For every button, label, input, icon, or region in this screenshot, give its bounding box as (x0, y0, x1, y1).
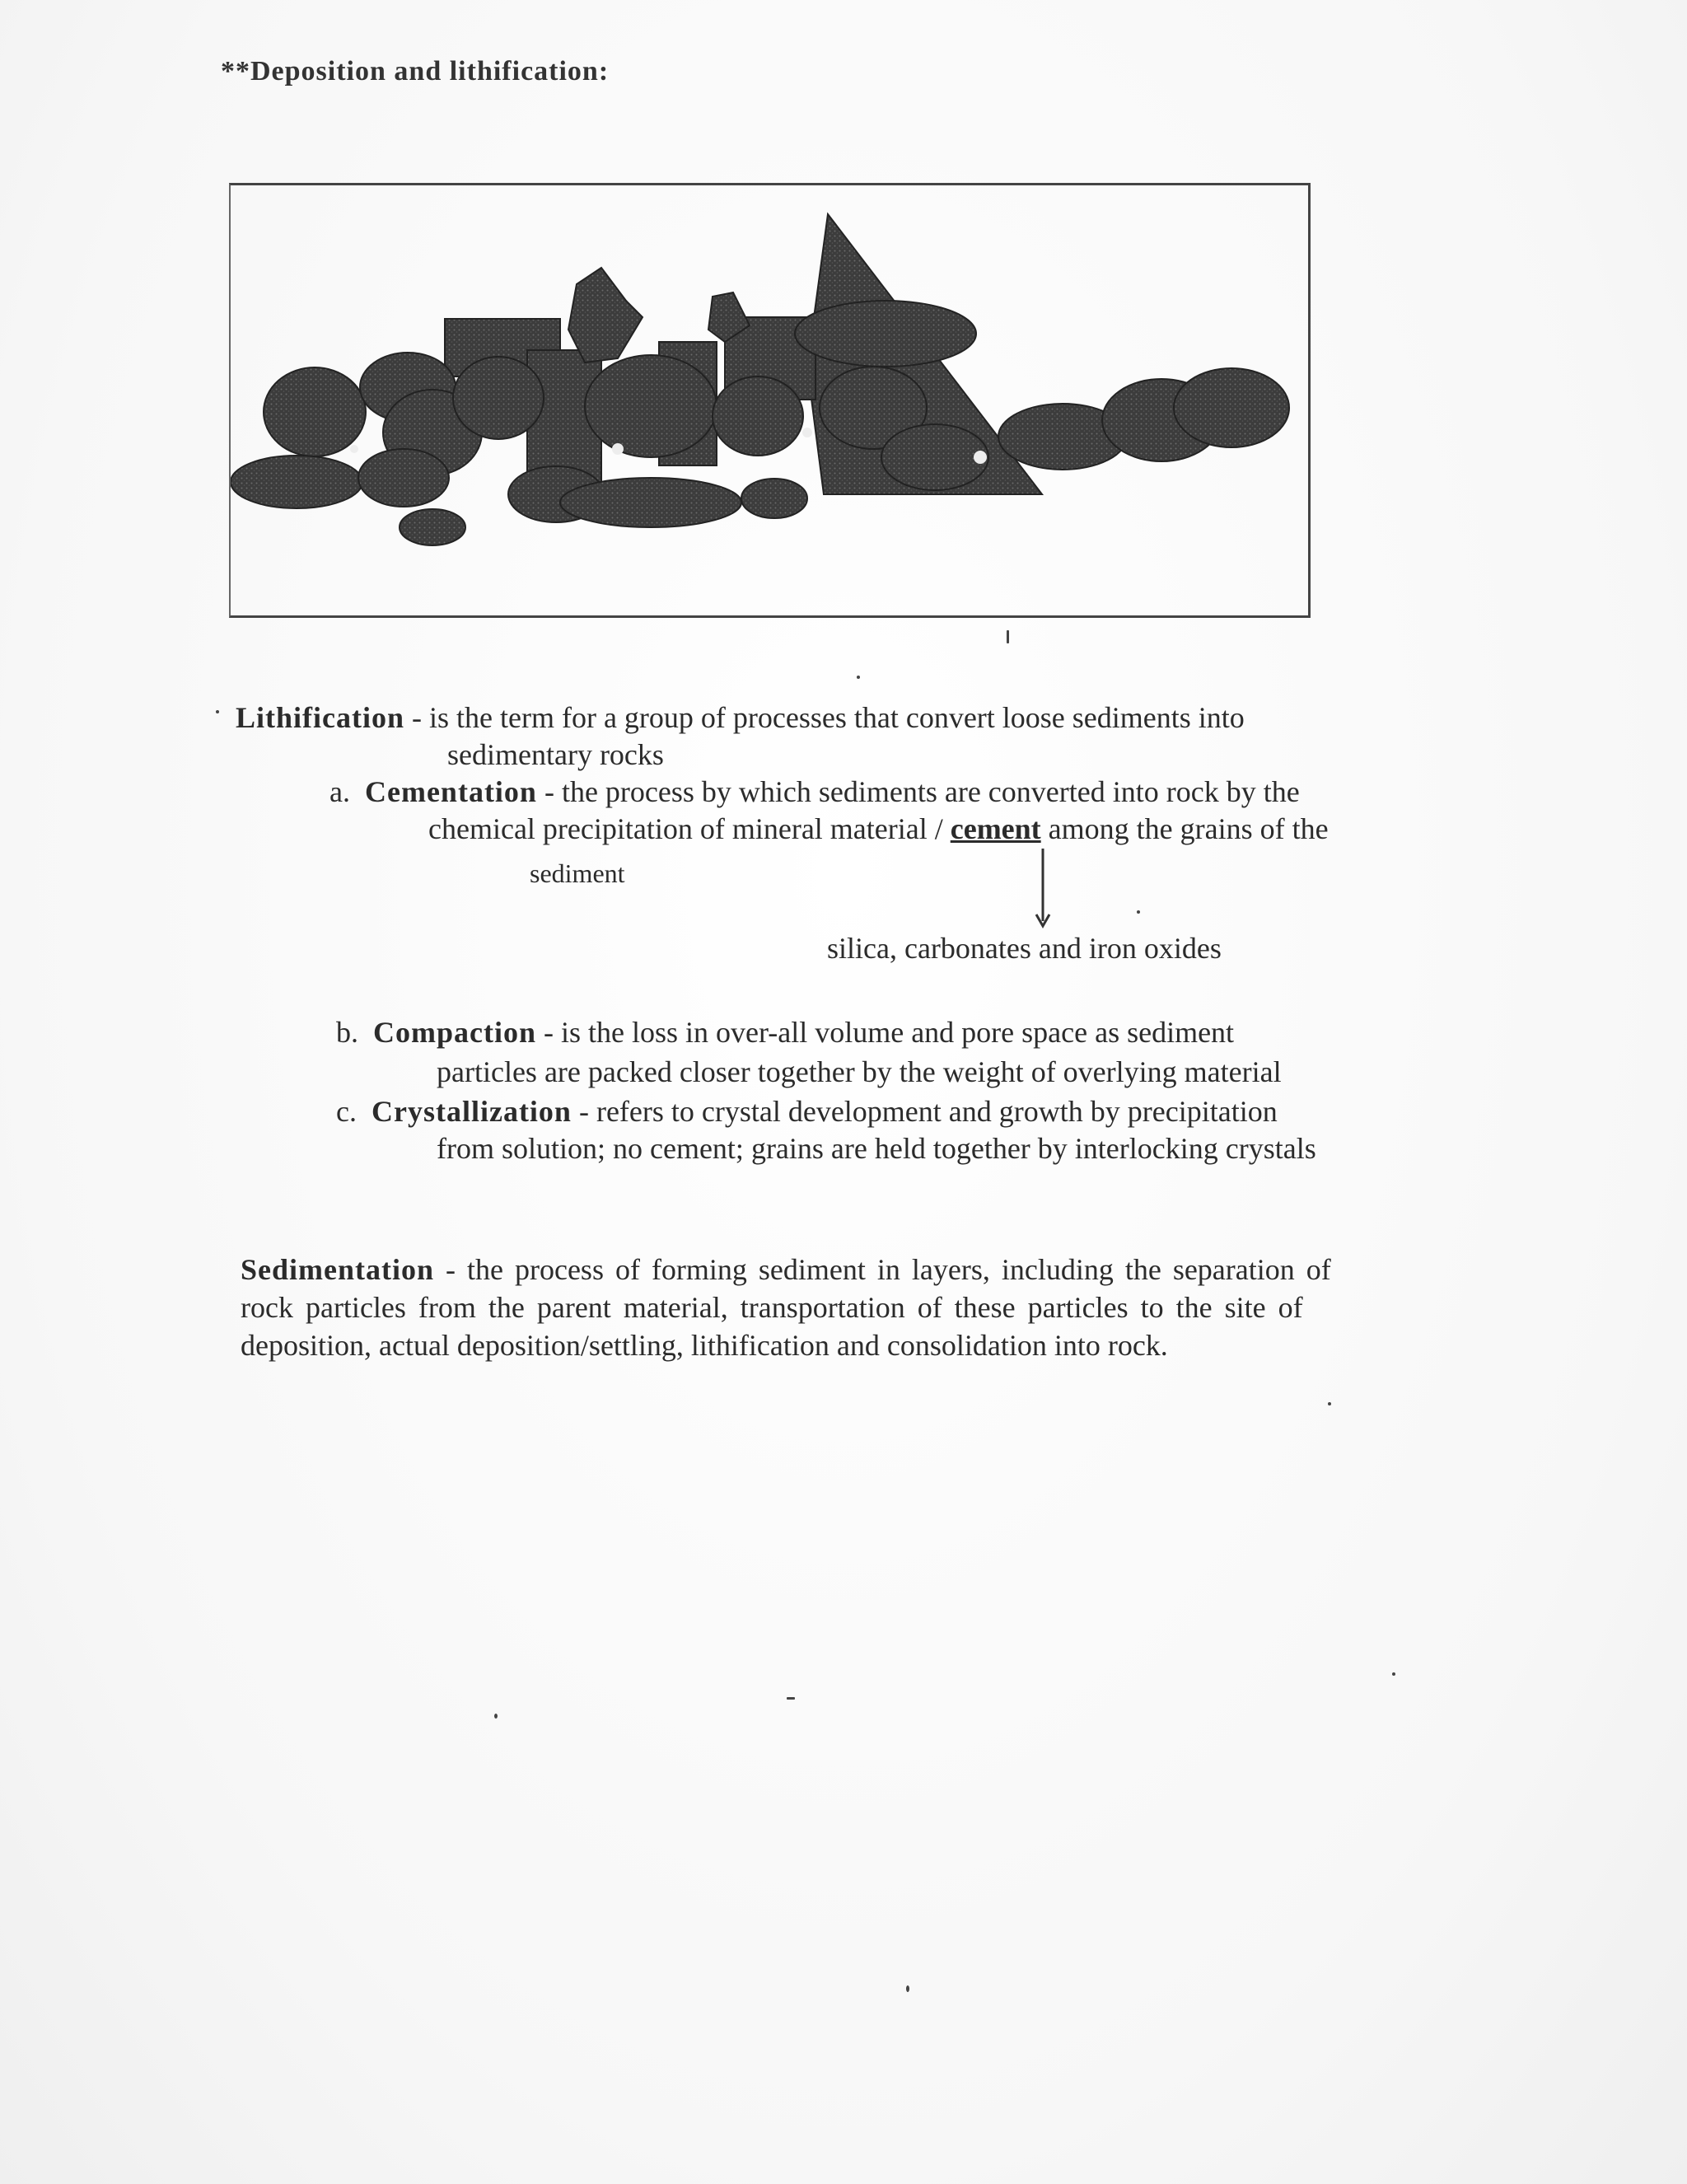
cement-word: cement (950, 812, 1041, 845)
oval-grain (741, 479, 807, 518)
scan-speck (906, 1985, 909, 1992)
crystallization-term: Crystallization (371, 1095, 572, 1128)
crystallization-definition (336, 1094, 1278, 1129)
oval-grain (400, 509, 465, 545)
oval-grain (881, 424, 988, 490)
lithification-term: Lithification (236, 701, 405, 734)
cementation-definition (329, 774, 1300, 809)
sedimentation-text-line2: rock particles from the parent material, transportation of these particles to the site of (241, 1291, 1303, 1324)
sediment-grains-graphic (231, 185, 1308, 615)
compaction-term: Compaction (373, 1016, 536, 1049)
crystallization-text-line1: - refers to crystal development and growth by precipitation (571, 1095, 1278, 1128)
arrow-down-icon (1030, 849, 1055, 931)
oval-grain (560, 478, 741, 527)
compaction-definition (336, 1015, 1234, 1050)
cementation-term: Cementation (364, 775, 537, 808)
sedimentation-text-line1: - the process of forming sediment in layers, including the separation of (434, 1253, 1331, 1286)
page-title: **Deposition and lithification: (221, 56, 610, 87)
oval-grain (358, 449, 449, 507)
cementation-text-line2-before: chemical precipitation of mineral material / (428, 812, 951, 845)
oval-grain (713, 376, 803, 456)
list-marker-a: a. (329, 775, 350, 808)
cementation-text-line1: - the process by which sediments are converted into rock by the (536, 775, 1300, 808)
list-marker-c: c. (336, 1095, 357, 1128)
lithification-definition (236, 700, 1245, 735)
oval-grain (585, 355, 717, 457)
lithification-text-line1: - is the term for a group of processes that convert loose sediments into (404, 701, 1245, 734)
oval-grain (795, 301, 976, 367)
cementation-text-line2-after: among the grains of the (1040, 812, 1329, 845)
scan-speck (1137, 910, 1140, 914)
scan-speck (1392, 1672, 1395, 1676)
scan-speck (216, 710, 219, 713)
sedimentation-term: Sedimentation (241, 1253, 435, 1286)
irregular-grain (568, 268, 643, 362)
sediment-illustration (229, 183, 1311, 618)
cementation-line2 (428, 811, 1329, 846)
scan-speck (1007, 630, 1009, 643)
sedimentation-text-line3: deposition, actual deposition/settling, lithification and consolidation into rock. (241, 1329, 1168, 1362)
cementation-text-line3: sediment (530, 858, 625, 888)
oval-grain (264, 367, 366, 456)
oval-grain (453, 357, 544, 439)
oval-grain (1174, 368, 1289, 447)
compaction-text-line2: particles are packed closer together by the weight of overlying material (437, 1055, 1282, 1088)
compaction-text-line1: - is the loss in over-all volume and pore space as sediment (536, 1016, 1235, 1049)
scan-speck (494, 1714, 498, 1719)
lithification-text-line2: sedimentary rocks (447, 738, 664, 771)
scan-speck (857, 676, 860, 679)
oval-grain (231, 456, 362, 508)
cement-types-text: silica, carbonates and iron oxides (827, 932, 1222, 965)
sedimentation-definition (241, 1252, 1331, 1287)
list-marker-b: b. (336, 1016, 358, 1049)
crystallization-text-line2: from solution; no cement; grains are held together by interlocking crystals (437, 1132, 1316, 1165)
scan-speck (1328, 1402, 1331, 1405)
scan-speck (787, 1697, 795, 1700)
